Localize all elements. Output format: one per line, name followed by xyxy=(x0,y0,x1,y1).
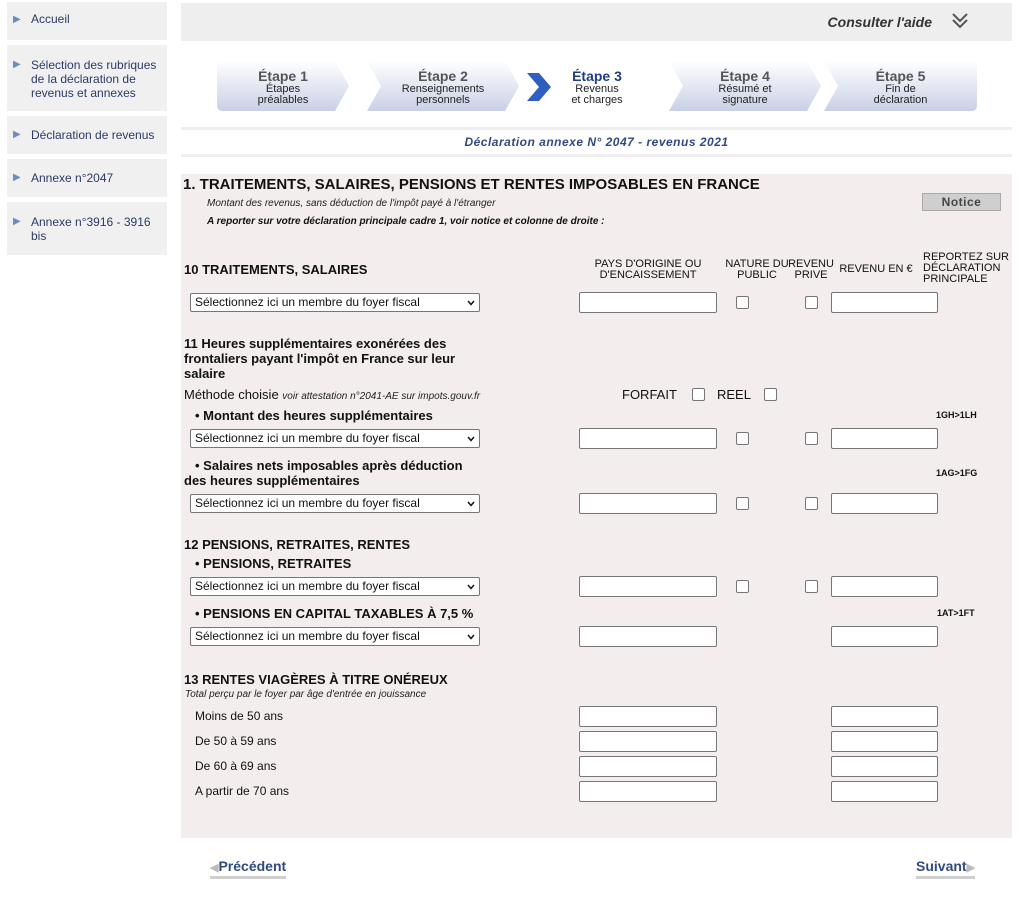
pensions-capital-label: • PENSIONS EN CAPITAL TAXABLES À 7,5 % xyxy=(195,606,474,621)
forfait-label: FORFAIT xyxy=(622,387,677,402)
reel-label: REEL xyxy=(717,387,751,402)
pensions-label: • PENSIONS, RETRAITES xyxy=(195,556,352,571)
section-13-title: 13 RENTES VIAGÈRES À TITRE ONÉREUX xyxy=(184,672,448,687)
member-select[interactable] xyxy=(190,577,480,596)
triangle-right-icon: ▶ xyxy=(13,14,21,25)
step-4 xyxy=(669,61,821,111)
age-label: De 60 à 69 ans xyxy=(195,759,277,773)
sidebar xyxy=(7,2,167,260)
country-input[interactable] xyxy=(579,292,717,313)
step-label: Étape 1 xyxy=(258,68,308,84)
step-label: Étape 5 xyxy=(875,68,926,84)
col-header-reportez xyxy=(923,252,1011,285)
chevron-down-icon xyxy=(467,583,475,591)
col-header-line: PRINCIPALE xyxy=(923,273,988,285)
section-title-line: salaire xyxy=(184,366,226,381)
method-row xyxy=(184,387,480,402)
age-amount-input[interactable] xyxy=(831,781,938,802)
step-5 xyxy=(824,61,977,111)
public-checkbox[interactable] xyxy=(736,497,749,510)
col-header-line: PRIVE xyxy=(794,269,828,281)
country-input[interactable] xyxy=(579,493,717,514)
previous-button[interactable] xyxy=(210,858,286,879)
age-label: Moins de 50 ans xyxy=(195,709,284,723)
col-header-line: DÉCLARATION xyxy=(923,262,1001,274)
step-sub: Étapes xyxy=(265,83,301,95)
section-title-line: frontaliers payant l'impôt en France sur leur xyxy=(184,351,456,366)
triangle-right-icon: ▶ xyxy=(13,216,21,227)
chevron-down-icon xyxy=(467,633,475,641)
member-select[interactable] xyxy=(190,627,480,646)
triangle-left-icon: ◀ xyxy=(210,862,219,874)
chevron-down-icon xyxy=(467,435,475,443)
forfait-checkbox[interactable] xyxy=(692,388,705,401)
help-link[interactable]: Consulter l'aide xyxy=(827,14,932,30)
sidebar-item-label: Annexe n°2047 xyxy=(31,171,114,185)
net-salary-label xyxy=(184,458,463,488)
amount-input[interactable] xyxy=(831,626,938,647)
previous-label: Précédent xyxy=(218,858,287,874)
age-label: A partir de 70 ans xyxy=(195,784,290,798)
col-header-line: PUBLIC xyxy=(737,269,777,281)
amount-input[interactable] xyxy=(831,428,938,449)
private-checkbox[interactable] xyxy=(805,497,818,510)
col-header-line: REVENU xyxy=(788,258,834,270)
label-line: des heures supplémentaires xyxy=(184,473,360,488)
step-sub: préalables xyxy=(257,94,309,106)
step-3 xyxy=(547,61,647,111)
amount-input[interactable] xyxy=(831,576,938,597)
country-input[interactable] xyxy=(579,428,717,449)
step-sub: Résumé et xyxy=(718,83,772,95)
age-amount-input[interactable] xyxy=(831,731,938,752)
section-title-line: 11 Heures supplémentaires exonérées des xyxy=(184,336,447,351)
chevron-down-icon xyxy=(467,500,475,508)
section-10-title: 10 TRAITEMENTS, SALAIRES xyxy=(184,262,368,277)
sidebar-item-declaration-revenus[interactable] xyxy=(7,116,167,154)
step-sub: et charges xyxy=(571,94,623,106)
age-country-input[interactable] xyxy=(579,756,717,777)
country-input[interactable] xyxy=(579,576,717,597)
age-country-input[interactable] xyxy=(579,781,717,802)
col-header-pays xyxy=(579,259,717,281)
col-header-line: NATURE DU xyxy=(725,258,789,270)
triangle-right-icon: ▶ xyxy=(13,129,21,140)
age-label: De 50 à 59 ans xyxy=(195,734,277,748)
report-code: 1GH>1LH xyxy=(936,410,977,420)
triangle-right-icon: ▶ xyxy=(13,172,21,183)
report-code: 1AT>1FT xyxy=(937,608,975,618)
label-line: • Salaires nets imposables après déduction xyxy=(195,458,463,473)
select-value: Sélectionnez ici un membre du foyer fiscal xyxy=(195,579,420,593)
page-subtitle: Déclaration annexe N° 2047 - revenus 2021 xyxy=(181,127,1012,157)
step-sub: Revenus xyxy=(575,83,619,95)
section-12-title: 12 PENSIONS, RETRAITES, RENTES xyxy=(184,537,411,552)
help-bar xyxy=(181,3,1012,41)
age-amount-input[interactable] xyxy=(831,706,938,727)
col-header-revenu-prive xyxy=(787,259,835,281)
age-amount-input[interactable] xyxy=(831,756,938,777)
sidebar-item-accueil[interactable] xyxy=(7,2,167,40)
section-13-note: Total perçu par le foyer par âge d'entrée en jouissance xyxy=(185,689,427,700)
select-value: Sélectionnez ici un membre du foyer fiscal xyxy=(195,431,420,445)
amount-input[interactable] xyxy=(831,493,938,514)
sidebar-item-label: Déclaration de revenus xyxy=(31,128,155,142)
step-2 xyxy=(367,61,519,111)
triangle-right-icon: ▶ xyxy=(13,59,21,70)
step-sub: personnels xyxy=(416,94,470,106)
col-header-nature xyxy=(723,259,791,281)
sidebar-item-annexe-3916[interactable] xyxy=(7,202,167,255)
step-label: Étape 3 xyxy=(572,68,622,84)
step-sub: déclaration xyxy=(873,94,928,106)
col-header-line: PAYS D'ORIGINE OU xyxy=(594,258,702,270)
reel-checkbox[interactable] xyxy=(764,388,777,401)
next-button[interactable] xyxy=(916,858,975,879)
private-checkbox[interactable] xyxy=(805,432,818,445)
age-country-input[interactable] xyxy=(579,706,717,727)
member-select[interactable] xyxy=(190,293,480,312)
sidebar-item-annexe-2047[interactable] xyxy=(7,159,167,197)
sidebar-item-label: Accueil xyxy=(31,12,70,26)
report-code: 1AG>1FG xyxy=(936,468,978,478)
step-sub: Renseignements xyxy=(401,83,485,95)
sidebar-item-label: Sélection des rubriques de la déclaration de revenus et annexes xyxy=(31,58,157,100)
section-11-title xyxy=(184,336,455,381)
step-label: Étape 4 xyxy=(720,68,770,84)
section-title: 1. TRAITEMENTS, SALAIRES, PENSIONS ET RENTES IMPOSABLES EN FRANCE xyxy=(183,176,760,193)
method-note: voir attestation n°2041-AE sur impots.gouv.fr xyxy=(282,391,481,402)
income-form xyxy=(181,174,1012,838)
select-value: Sélectionnez ici un membre du foyer fiscal xyxy=(195,629,420,643)
notice-button[interactable]: Notice xyxy=(922,193,1001,211)
col-header-montant: REVENU EN € xyxy=(839,263,913,275)
public-checkbox[interactable] xyxy=(736,580,749,593)
private-checkbox[interactable] xyxy=(805,580,818,593)
public-checkbox[interactable] xyxy=(736,432,749,445)
select-value: Sélectionnez ici un membre du foyer fiscal xyxy=(195,496,420,510)
step-label: Étape 2 xyxy=(418,68,468,84)
age-country-input[interactable] xyxy=(579,731,717,752)
triangle-right-icon: ▶ xyxy=(966,862,976,874)
sidebar-item-label: Annexe n°3916 - 3916 bis xyxy=(31,215,151,243)
public-checkbox[interactable] xyxy=(736,296,749,309)
step-sub: Fin de xyxy=(885,83,916,95)
member-select[interactable] xyxy=(190,429,480,448)
step-sub: signature xyxy=(722,94,768,106)
country-input[interactable] xyxy=(579,626,717,647)
col-header-line: D'ENCAISSEMENT xyxy=(599,269,697,281)
next-label: Suivant xyxy=(916,858,967,874)
method-label: Méthode choisie xyxy=(184,387,279,402)
amount-input[interactable] xyxy=(831,292,938,313)
step-1 xyxy=(217,61,349,111)
section-note-report: A reporter sur votre déclaration principale cadre 1, voir notice et colonne de droite : xyxy=(207,216,605,227)
overtime-amount-label: • Montant des heures supplémentaires xyxy=(195,408,433,423)
select-value: Sélectionnez ici un membre du foyer fiscal xyxy=(195,295,420,309)
sidebar-item-selection-rubriques[interactable] xyxy=(7,45,167,111)
private-checkbox[interactable] xyxy=(805,296,818,309)
chevron-down-icon xyxy=(467,299,475,307)
step-progress xyxy=(217,61,977,111)
col-header-line: REPORTEZ SUR xyxy=(923,251,1009,263)
double-chevron-down-icon[interactable] xyxy=(948,9,972,33)
section-note: Montant des revenus, sans déduction de l'impôt payé à l'étranger xyxy=(207,198,496,209)
member-select[interactable] xyxy=(190,494,480,513)
